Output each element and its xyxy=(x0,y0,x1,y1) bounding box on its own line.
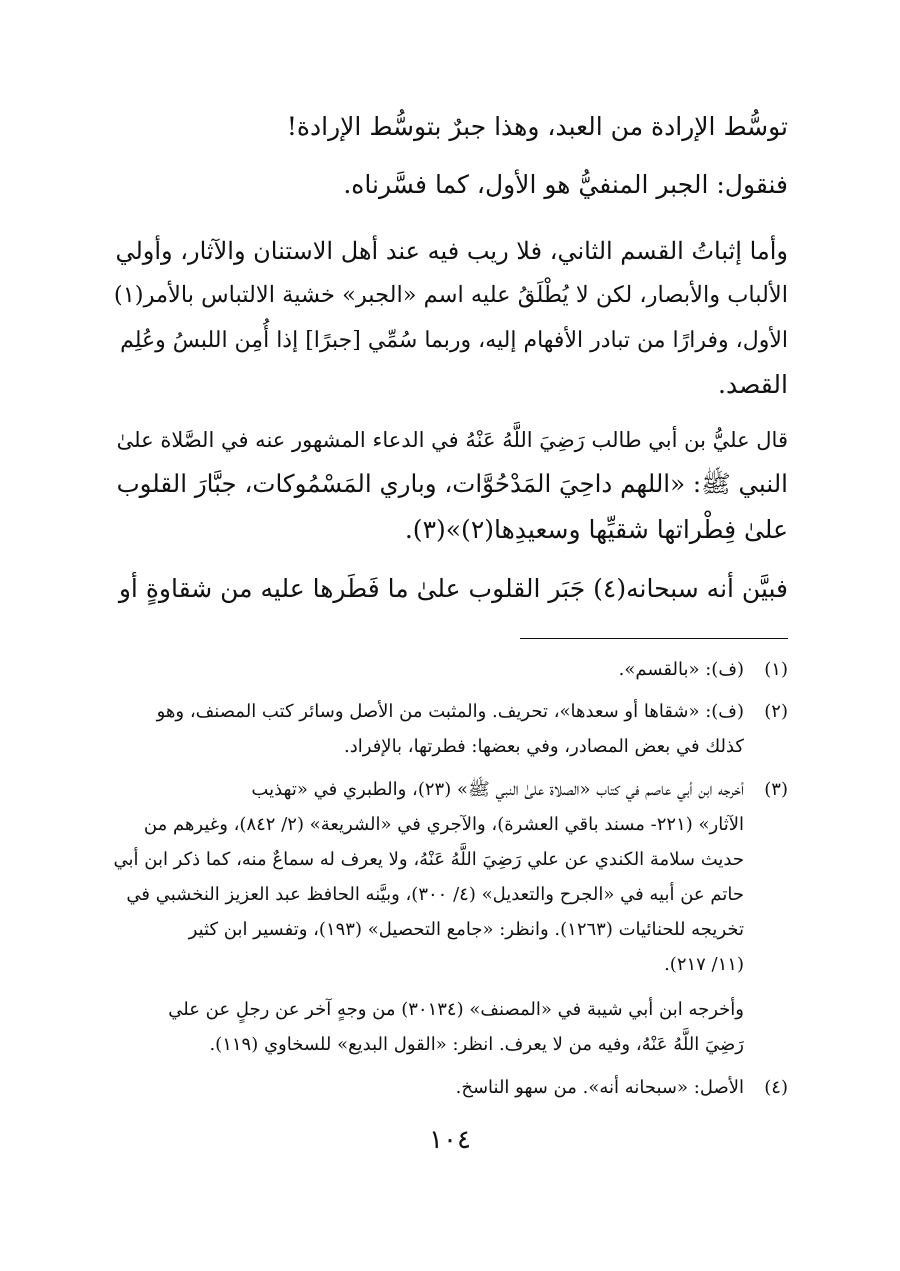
text-line: الألباب والأبصار، لكن لا يُطْلَقُ عليه اسم «الجبر» خشية الالتباس بالأمر(١) xyxy=(113,282,788,308)
text-line: النبي ﷺ: «اللهم داحِيَ المَدْحُوَّات، وباري المَسْمُوكات، جبَّارَ القلوب xyxy=(116,469,788,498)
footnote-number: (٣) xyxy=(764,779,788,800)
text-line: الأول، وفرارًا من تبادر الأفهام إليه، وربما سُمِّي [جبرًا] إذا أُمِن اللبسُ وعُلِم xyxy=(120,328,788,353)
text-line: القصد. xyxy=(718,370,788,399)
footnote-text: رَضِيَ اللَّهُ عَنْهُ، وفيه من لا يعرف. انظر: «القول البديع» للسخاوي (١١٩). xyxy=(209,1034,744,1055)
footnote-text: (ف): «بالقسم». xyxy=(618,659,744,680)
footnote-text: الأصل: «سبحانه أنه». من سهو الناسخ. xyxy=(455,1077,744,1098)
footnote-divider xyxy=(520,638,788,639)
text-line: توسُّط الإرادة من العبد، وهذا جبرٌ بتوسُّط الإرادة! xyxy=(286,112,788,141)
footnote-text: وأخرجه ابن أبي شيبة في «المصنف» (٣٠١٣٤) من وجهٍ آخر عن رجلٍ عن علي xyxy=(168,999,744,1020)
page-number: ١٠٤ xyxy=(429,1125,471,1155)
footnote-number: (٢) xyxy=(764,701,788,722)
text-line: فنقول: الجبر المنفيُّ هو الأول، كما فسَّرناه. xyxy=(343,170,788,199)
footnote-text: حاتم عن أبيه في «الجرح والتعديل» (٤/ ٣٠٠)، وبيَّنه الحافظ عبد العزيز النخشبي في xyxy=(126,884,744,905)
text-line: علىٰ فِطْراتها شقيِّها وسعيدِها(٢)»(٣). xyxy=(404,515,788,544)
footnote-text: (ف): «شقاها أو سعدها»، تحريف. والمثبت من الأصل وسائر كتب المصنف، وهو xyxy=(156,701,744,722)
footnote-text: تخريجه للحنائيات (١٢٦٣). وانظر: «جامع التحصيل» (١٩٣)، وتفسير ابن كثير xyxy=(188,919,744,940)
footnote-text: أخرجه ابن أبي عاصم في كتاب «الصلاة علىٰ النبي ﷺ» (٢٣)، والطبري في «تهذيب xyxy=(251,779,744,800)
footnote-text: حديث سلامة الكندي عن علي رَضِيَ اللَّهُ عَنْهُ، ولا يعرف له سماعٌ منه، كما ذكر ابن أبي xyxy=(113,849,744,870)
footnote-number: (٤) xyxy=(764,1077,788,1098)
text-line: وأما إثباتُ القسم الثاني، فلا ريب فيه عند أهل الاستنان والآثار، وأولي xyxy=(115,237,788,265)
footnote-text: (١١/ ٢١٧). xyxy=(664,954,744,975)
footnote-text: الآثار» (٢٢١- مسند باقي العشرة)، والآجري في «الشريعة» (٢/ ٨٤٢)، وغيرهم من xyxy=(143,814,744,835)
footnote-text: كذلك في بعض المصادر، وفي بعضها: فطرتها، بالإفراد. xyxy=(344,736,744,757)
footnote-number: (١) xyxy=(764,659,788,680)
text-line: فبيَّن أنه سبحانه(٤) جَبَر القلوب علىٰ ما فَطَرها عليه من شقاوةٍ أو xyxy=(118,574,788,603)
text-line: قال عليُّ بن أبي طالب رَضِيَ اللَّهُ عَنْهُ في الدعاء المشهور عنه في الصَّلاة علىٰ xyxy=(116,428,788,452)
